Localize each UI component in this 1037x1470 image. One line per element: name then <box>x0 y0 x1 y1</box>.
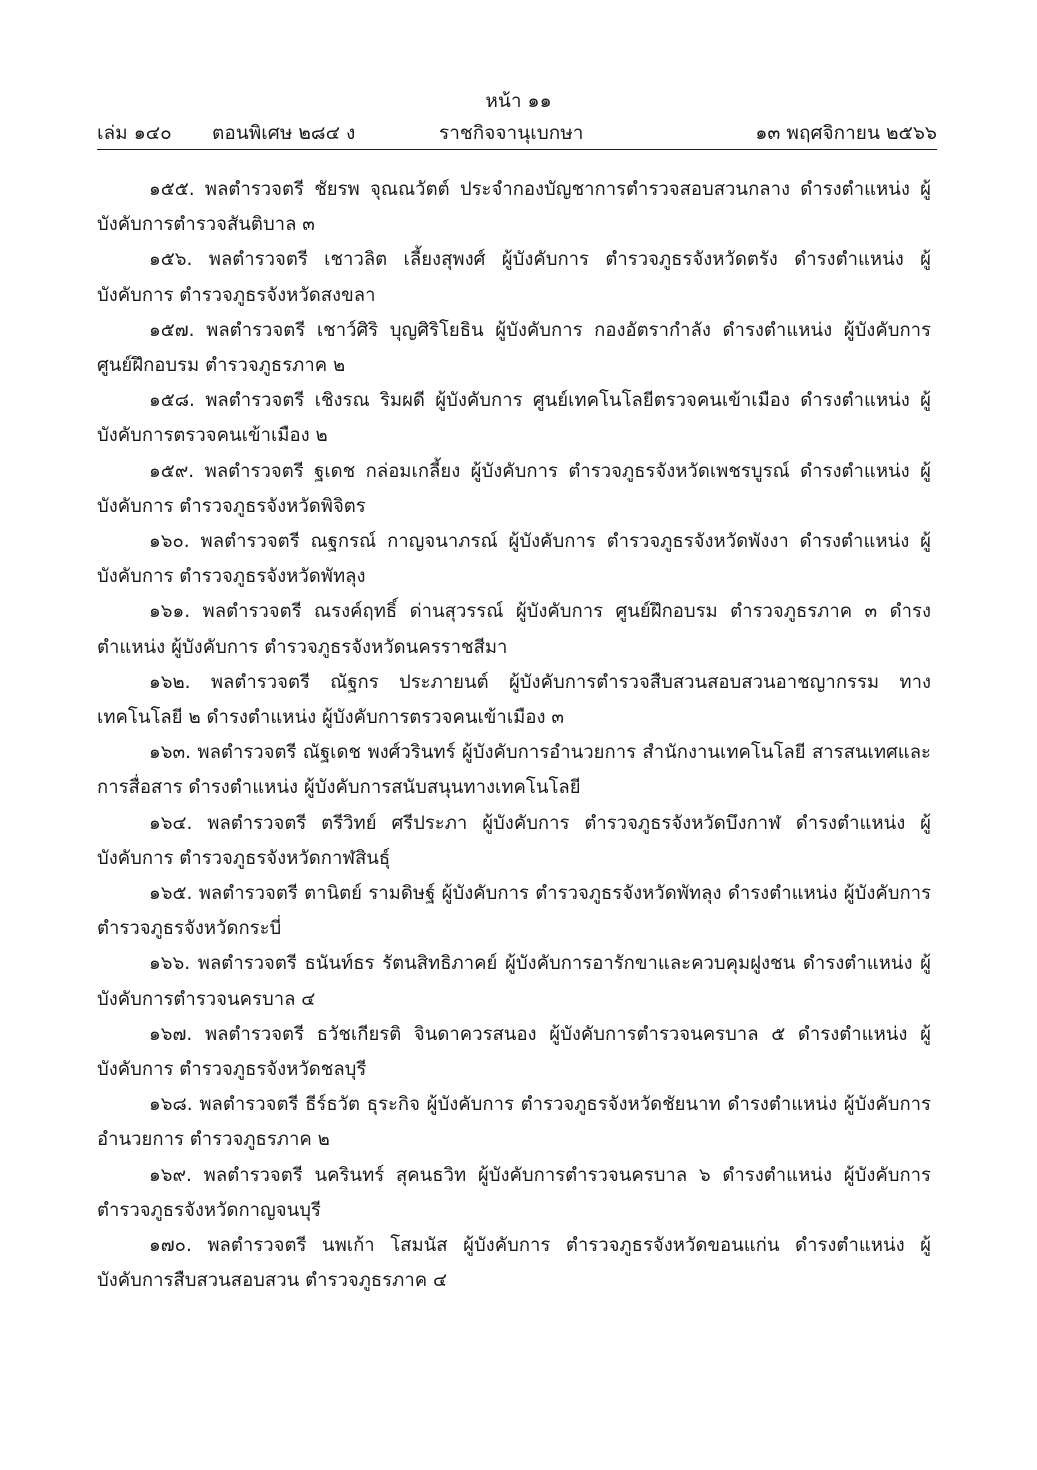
volume-label: เล่ม ๑๔๐ <box>97 122 172 144</box>
appointment-entry: ๑๕๗. พลตำรวจตรี เชาว์ศิริ บุญศิริโยธิน ผู้บังคับการ กองอัตรากำลัง ดำรงตำแหน่ง ผู้บังคับการ ศูนย์ฝึกอบรม ตำรวจภูธรภาค ๒ <box>97 319 931 377</box>
header-divider <box>97 149 937 150</box>
appointment-entry: ๑๖๙. พลตำรวจตรี นครินทร์ สุคนธวิท ผู้บังคับการตำรวจนครบาล ๖ ดำรงตำแหน่ง ผู้บังคับการ ตำรวจภูธรจังหวัดกาญจนบุรี <box>97 1164 931 1221</box>
appointment-entry: ๑๖๔. พลตำรวจตรี ตรีวิทย์ ศรีประภา ผู้บังคับการ ตำรวจภูธรจังหวัดบึงกาฬ ดำรงตำแหน่ง ผู้บังคับการ ตำรวจภูธรจังหวัดกาฬสินธุ์ <box>97 812 931 869</box>
appointment-entry: ๑๕๖. พลตำรวจตรี เชาวลิต เลี้ยงสุพงศ์ ผู้บังคับการ ตำรวจภูธรจังหวัดตรัง ดำรงตำแหน่ง ผู้บังคับการ ตำรวจภูธรจังหวัดสงขลา <box>97 249 931 306</box>
appointment-entry: ๑๕๙. พลตำรวจตรี ฐเดช กล่อมเกลี้ยง ผู้บังคับการ ตำรวจภูธรจังหวัดเพชรบูรณ์ ดำรงตำแหน่ง ผู้บังคับการ ตำรวจภูธรจังหวัดพิจิตร <box>97 460 931 517</box>
appointment-entry: ๑๖๐. พลตำรวจตรี ณฐกรณ์ กาญจนาภรณ์ ผู้บังคับการ ตำรวจภูธรจังหวัดพังงา ดำรงตำแหน่ง ผู้บังคับการ ตำรวจภูธรจังหวัดพัทลุง <box>97 531 931 588</box>
publication-date: ๑๓ พฤศจิกายน ๒๕๖๖ <box>755 122 937 144</box>
appointment-entry: ๑๕๘. พลตำรวจตรี เชิงรณ ริมผดี ผู้บังคับการ ศูนย์เทคโนโลยีตรวจคนเข้าเมือง ดำรงตำแหน่ง ผู้บังคับการตรวจคนเข้าเมือง ๒ <box>97 390 931 447</box>
appointment-entry: ๑๗๐. พลตำรวจตรี นพเก้า โสมนัส ผู้บังคับการ ตำรวจภูธรจังหวัดขอนแก่น ดำรงตำแหน่ง ผู้บังคับการสืบสวนสอบสวน ตำรวจภูธรภาค ๔ <box>97 1235 931 1292</box>
appointment-entry: ๑๖๖. พลตำรวจตรี ธนันท์ธร รัตนสิทธิภาคย์ ผู้บังคับการอารักขาและควบคุมฝูงชน ดำรงตำแหน่ง ผู้บังคับการตำรวจนครบาล ๔ <box>97 953 931 1010</box>
gazette-name: ราชกิจจานุเบกษา <box>439 122 584 144</box>
appointment-entry: ๑๖๓. พลตำรวจตรี ณัฐเดช พงศ์วรินทร์ ผู้บังคับการอำนวยการ สำนักงานเทคโนโลยี สารสนเทศและการสื่อสาร ดำรงตำแหน่ง ผู้บังคับการสนับสนุนทางเทคโนโลยี <box>97 742 931 799</box>
appointment-list <box>97 172 931 1299</box>
issue-label: ตอนพิเศษ ๒๘๔ ง <box>212 122 356 144</box>
appointment-entry: ๑๕๕. พลตำรวจตรี ชัยรพ จุณณวัตต์ ประจำกองบัญชาการตำรวจสอบสวนกลาง ดำรงตำแหน่ง ผู้บังคับการตำรวจสันติบาล ๓ <box>97 179 931 236</box>
appointment-entry: ๑๖๒. พลตำรวจตรี ณัฐกร ประภายนต์ ผู้บังคับการตำรวจสืบสวนสอบสวนอาชญากรรม ทางเทคโนโลยี ๒ ดำรงตำแหน่ง ผู้บังคับการตรวจคนเข้าเมือง ๓ <box>97 671 931 729</box>
page-number: หน้า ๑๑ <box>485 90 552 112</box>
running-header <box>97 119 937 147</box>
appointment-entry: ๑๖๗. พลตำรวจตรี ธวัชเกียรติ จินดาควรสนอง ผู้บังคับการตำรวจนครบาล ๕ ดำรงตำแหน่ง ผู้บังคับการ ตำรวจภูธรจังหวัดชลบุรี <box>97 1023 931 1081</box>
appointment-entry: ๑๖๘. พลตำรวจตรี ธีร์ธวัต ธุระกิจ ผู้บังคับการ ตำรวจภูธรจังหวัดชัยนาท ดำรงตำแหน่ง ผู้บังคับการอำนวยการ ตำรวจภูธรภาค ๒ <box>97 1094 931 1151</box>
appointment-entry: ๑๖๕. พลตำรวจตรี ตานิตย์ รามดิษฐ์ ผู้บังคับการ ตำรวจภูธรจังหวัดพัทลุง ดำรงตำแหน่ง ผู้บังคับการ ตำรวจภูธรจังหวัดกระบี่ <box>97 883 931 940</box>
appointment-entry: ๑๖๑. พลตำรวจตรี ณรงค์ฤทธิ์ ด่านสุวรรณ์ ผู้บังคับการ ศูนย์ฝึกอบรม ตำรวจภูธรภาค ๓ ดำรงตำแหน่ง ผู้บังคับการ ตำรวจภูธรจังหวัดนครราชสีมา <box>97 601 931 658</box>
